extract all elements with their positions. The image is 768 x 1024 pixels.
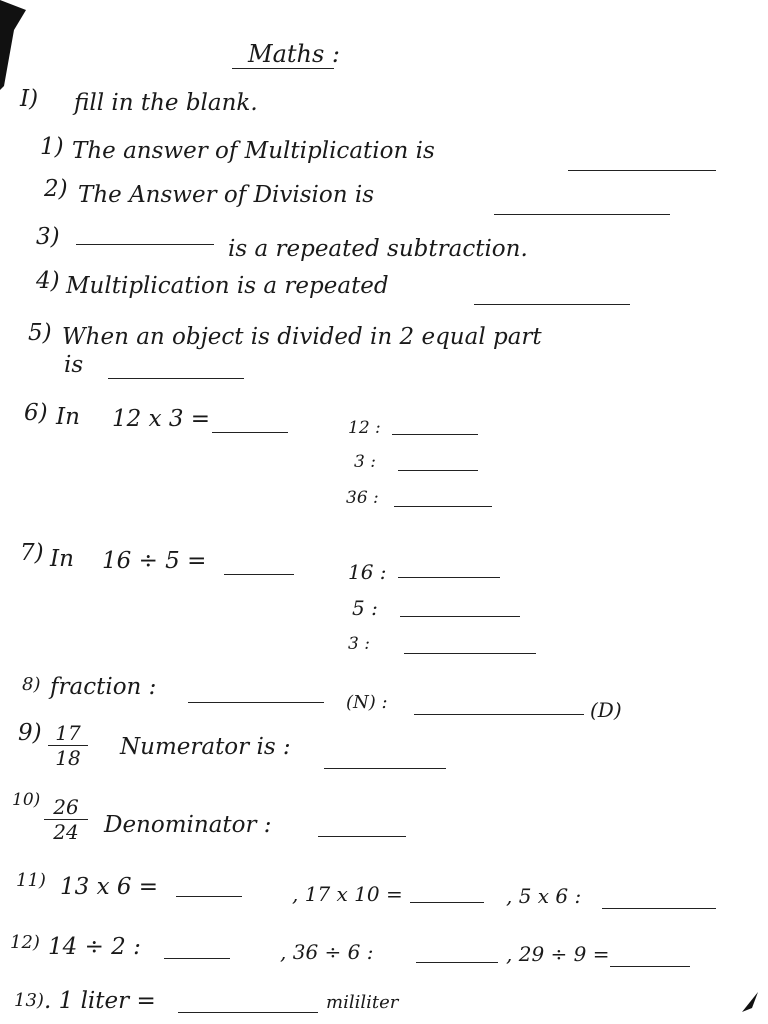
question-number: 12): [10, 932, 40, 953]
fraction-numerator: 26: [53, 795, 79, 819]
expression-a: . 1 liter =: [44, 988, 156, 1014]
expression-c: , 5 x 6 :: [506, 884, 582, 908]
answer-blank[interactable]: [164, 958, 230, 959]
expression-a: 13 x 6 =: [60, 874, 159, 900]
question-number: 2): [44, 176, 68, 202]
unit-label: mililiter: [326, 992, 399, 1013]
answer-blank[interactable]: [318, 836, 406, 837]
answer-blank[interactable]: [212, 432, 288, 433]
scan-corner-mark-top: [0, 0, 30, 90]
title-underline: [232, 68, 334, 69]
answer-blank[interactable]: [394, 506, 492, 507]
question-text: When an object is divided in 2 equal part: [62, 324, 542, 350]
worksheet-title: Maths :: [248, 40, 341, 68]
section-heading: fill in the blank.: [74, 90, 258, 116]
expression-a: 14 ÷ 2 :: [48, 934, 141, 960]
answer-blank[interactable]: [568, 170, 716, 171]
answer-blank[interactable]: [398, 470, 478, 471]
scan-corner-mark-bottom: [740, 990, 760, 1014]
expression-b: , 36 ÷ 6 :: [280, 940, 374, 964]
question-number: 3): [36, 224, 60, 250]
question-text: fraction :: [50, 674, 157, 700]
answer-blank[interactable]: [224, 574, 294, 575]
part-label: 3 :: [354, 452, 376, 472]
fraction-numerator: 17: [55, 721, 81, 745]
question-number: 1): [40, 134, 64, 160]
answer-blank[interactable]: [324, 768, 446, 769]
answer-blank[interactable]: [392, 434, 478, 435]
part-label: 16 :: [348, 560, 387, 584]
part-label: 3 :: [348, 634, 370, 654]
fraction: [44, 796, 88, 843]
fraction-denominator: 18: [55, 746, 81, 770]
section-number: I): [20, 86, 39, 112]
answer-blank[interactable]: [176, 896, 242, 897]
answer-blank[interactable]: [494, 214, 670, 215]
question-text-continued: is: [64, 352, 84, 378]
answer-blank[interactable]: [416, 962, 498, 963]
question-text: is a repeated subtraction.: [228, 236, 528, 262]
answer-blank[interactable]: [398, 577, 500, 578]
expression-c: , 29 ÷ 9 =: [506, 942, 610, 966]
answer-blank[interactable]: [404, 653, 536, 654]
question-number: 13): [14, 990, 44, 1011]
denominator-label: (D): [590, 698, 622, 722]
question-number: 10): [12, 790, 41, 810]
question-text: Denominator :: [104, 812, 272, 838]
answer-blank[interactable]: [414, 714, 584, 715]
question-expression: 12 x 3 =: [112, 406, 211, 432]
question-prefix: In: [50, 546, 74, 572]
answer-blank[interactable]: [602, 908, 716, 909]
part-label: 5 :: [352, 596, 378, 620]
answer-blank[interactable]: [400, 616, 520, 617]
question-text: The Answer of Division is: [78, 182, 375, 208]
question-number: 7): [20, 540, 44, 566]
answer-blank[interactable]: [188, 702, 324, 703]
answer-blank[interactable]: [108, 378, 244, 379]
question-number: 8): [22, 674, 41, 695]
question-number: 5): [28, 320, 52, 346]
question-expression: 16 ÷ 5 =: [102, 548, 207, 574]
question-prefix: In: [56, 404, 80, 430]
question-text: The answer of Multiplication is: [72, 138, 435, 164]
fraction-denominator: 24: [53, 820, 79, 844]
answer-blank[interactable]: [76, 244, 214, 245]
question-number: 11): [16, 870, 46, 891]
answer-blank[interactable]: [178, 1012, 318, 1013]
question-number: 6): [24, 400, 48, 426]
part-label: 36 :: [346, 488, 379, 508]
answer-blank[interactable]: [610, 966, 690, 967]
question-text: Numerator is :: [120, 734, 291, 760]
part-label: 12 :: [348, 418, 381, 438]
question-text: Multiplication is a repeated: [66, 273, 389, 299]
question-number: 9): [18, 720, 42, 746]
question-number: 4): [36, 268, 60, 294]
numerator-label: (N) :: [346, 692, 388, 713]
expression-b: , 17 x 10 =: [292, 882, 403, 906]
fraction: [48, 722, 88, 769]
answer-blank[interactable]: [474, 304, 630, 305]
answer-blank[interactable]: [410, 902, 484, 903]
